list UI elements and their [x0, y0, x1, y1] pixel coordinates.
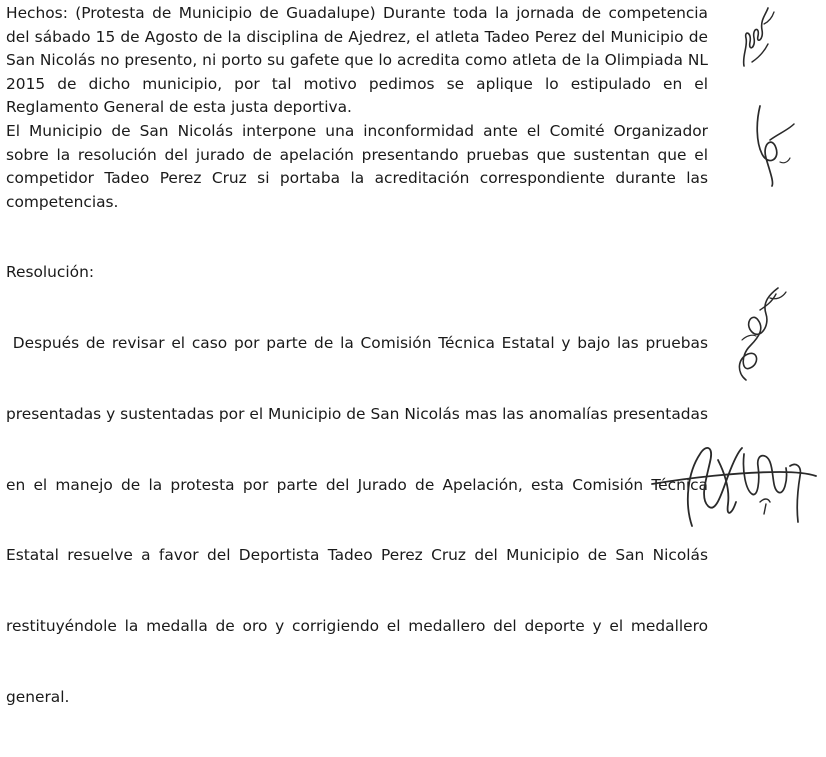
paragraph-line: presentadas y sustentadas por el Municipio de San Nicolás mas las anomalías presentadas [6, 404, 708, 423]
paragraph-line: Estatal resuelve a favor del Deportista Tadeo Perez Cruz del Municipio de San Nicolás [6, 546, 708, 565]
appeal-paragraph [6, 120, 708, 214]
signature-3 [730, 280, 790, 384]
paragraph-line: competidor Tadeo Perez Cruz si portaba la acreditación correspondiente durante las [6, 169, 708, 188]
resolution-paragraph [6, 285, 708, 757]
paragraph-line: El Municipio de San Nicolás interpone una inconformidad ante el Comité Organizador [6, 121, 708, 140]
paragraph-line: Reglamento General de esta justa deportiva. [6, 98, 352, 117]
signature-4 [648, 432, 820, 528]
signature-2 [750, 102, 798, 188]
resolution-heading: Resolución: [6, 263, 95, 282]
document-body [6, 2, 708, 757]
paragraph-line: restituyéndole la medalla de oro y corrigiendo el medallero del deporte y el medallero [6, 617, 708, 636]
paragraph-line: del sábado 15 de Agosto de la disciplina de Ajedrez, el atleta Tadeo Perez del Municipio de [6, 27, 708, 46]
paragraph-line: en el manejo de la protesta por parte del Jurado de Apelación, esta Comisión Técnica [6, 475, 708, 494]
paragraph-line: competencias. [6, 192, 119, 211]
paragraph-line: 2015 de dicho municipio, por tal motivo pedimos se aplique lo estipulado en el [6, 74, 708, 93]
facts-paragraph [6, 2, 708, 120]
paragraph-line: San Nicolás no presento, ni porto su gafete que lo acredita como atleta de la Olimpiada NL [6, 51, 708, 70]
paragraph-line: general. [6, 688, 70, 707]
paragraph-line: Después de revisar el caso por parte de la Comisión Técnica Estatal y bajo las pruebas [6, 334, 708, 353]
signature-1 [738, 2, 782, 70]
paragraph-line: Hechos: (Protesta de Municipio de Guadalupe) Durante toda la jornada de competencia [6, 4, 708, 22]
paragraph-line: sobre la resolución del jurado de apelación presentando pruebas que sustentan que el [6, 145, 708, 164]
section-spacer [6, 214, 708, 261]
